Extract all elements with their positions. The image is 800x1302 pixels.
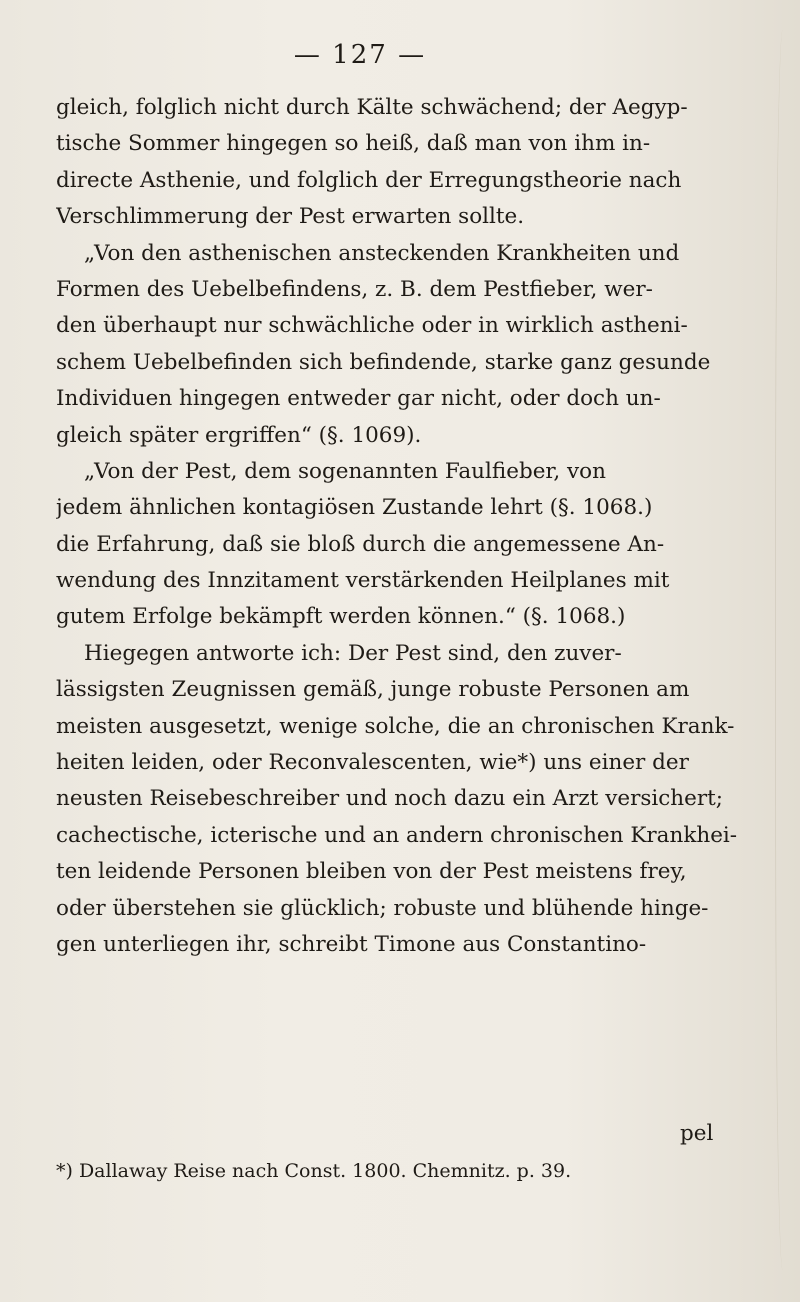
- text-line: lässigsten Zeugnissen gemäß, junge robuste Personen am: [56, 677, 690, 703]
- text-line: Formen des Uebelbefindens, z. B. dem Pestfieber, wer-: [56, 276, 653, 302]
- text-line: gutem Erfolge bekämpft werden können.“ (§. 1068.): [56, 604, 626, 630]
- text-line: „Von den asthenischen ansteckenden Krankheiten und: [84, 240, 680, 266]
- body-text: [56, 90, 746, 963]
- text-line: tische Sommer hingegen so heiß, daß man von ihm in-: [56, 131, 651, 157]
- text-line: wendung des Innzitament verstärkenden Heilplanes mit: [56, 568, 670, 594]
- text-line: directe Asthenie, und folglich der Erregungstheorie nach: [56, 167, 682, 193]
- text-line: den überhaupt nur schwächliche oder in wirklich astheni-: [56, 313, 688, 339]
- text-line: Verschlimmerung der Pest erwarten sollte.: [56, 204, 525, 230]
- text-line: Hiegegen antworte ich: Der Pest sind, den zuver-: [84, 640, 622, 666]
- text-line: oder überstehen sie glücklich; robuste und blühende hinge-: [56, 895, 709, 921]
- text-line: gen unterliegen ihr, schreibt Timone aus Constantino-: [56, 931, 647, 957]
- text-line: „Von der Pest, dem sogenannten Faulfieber, von: [84, 458, 606, 484]
- catchword: pel: [680, 1121, 714, 1146]
- text-line: gleich später ergriffen“ (§. 1069).: [56, 422, 422, 448]
- text-line: gleich, folglich nicht durch Kälte schwächend; der Aegyp-: [56, 95, 688, 120]
- text-line: meisten ausgesetzt, wenige solche, die an chronischen Krank-: [56, 713, 735, 739]
- text-line: Individuen hingegen entweder gar nicht, oder doch un-: [56, 386, 661, 412]
- text-line: heiten leiden, oder Reconvalescenten, wie*) uns einer der: [56, 750, 689, 776]
- page-edge: [775, 30, 794, 1270]
- text-line: cachectische, icterische und an andern chronischen Krankhei-: [56, 822, 738, 848]
- text-line: die Erfahrung, daß sie bloß durch die angemessene An-: [56, 531, 665, 557]
- text-line: jedem ähnlichen kontagiösen Zustande lehrt (§. 1068.): [56, 495, 653, 521]
- text-line: schem Uebelbefinden sich befindende, starke ganz gesunde: [56, 349, 711, 375]
- page-number: — 127 —: [293, 40, 427, 70]
- text-line: ten leidende Personen bleiben von der Pest meistens frey,: [56, 859, 687, 885]
- footnote: *) Dallaway Reise nach Const. 1800. Chemnitz. p. 39.: [56, 1160, 572, 1182]
- text-line: neusten Reisebeschreiber und noch dazu ein Arzt versichert;: [56, 786, 724, 812]
